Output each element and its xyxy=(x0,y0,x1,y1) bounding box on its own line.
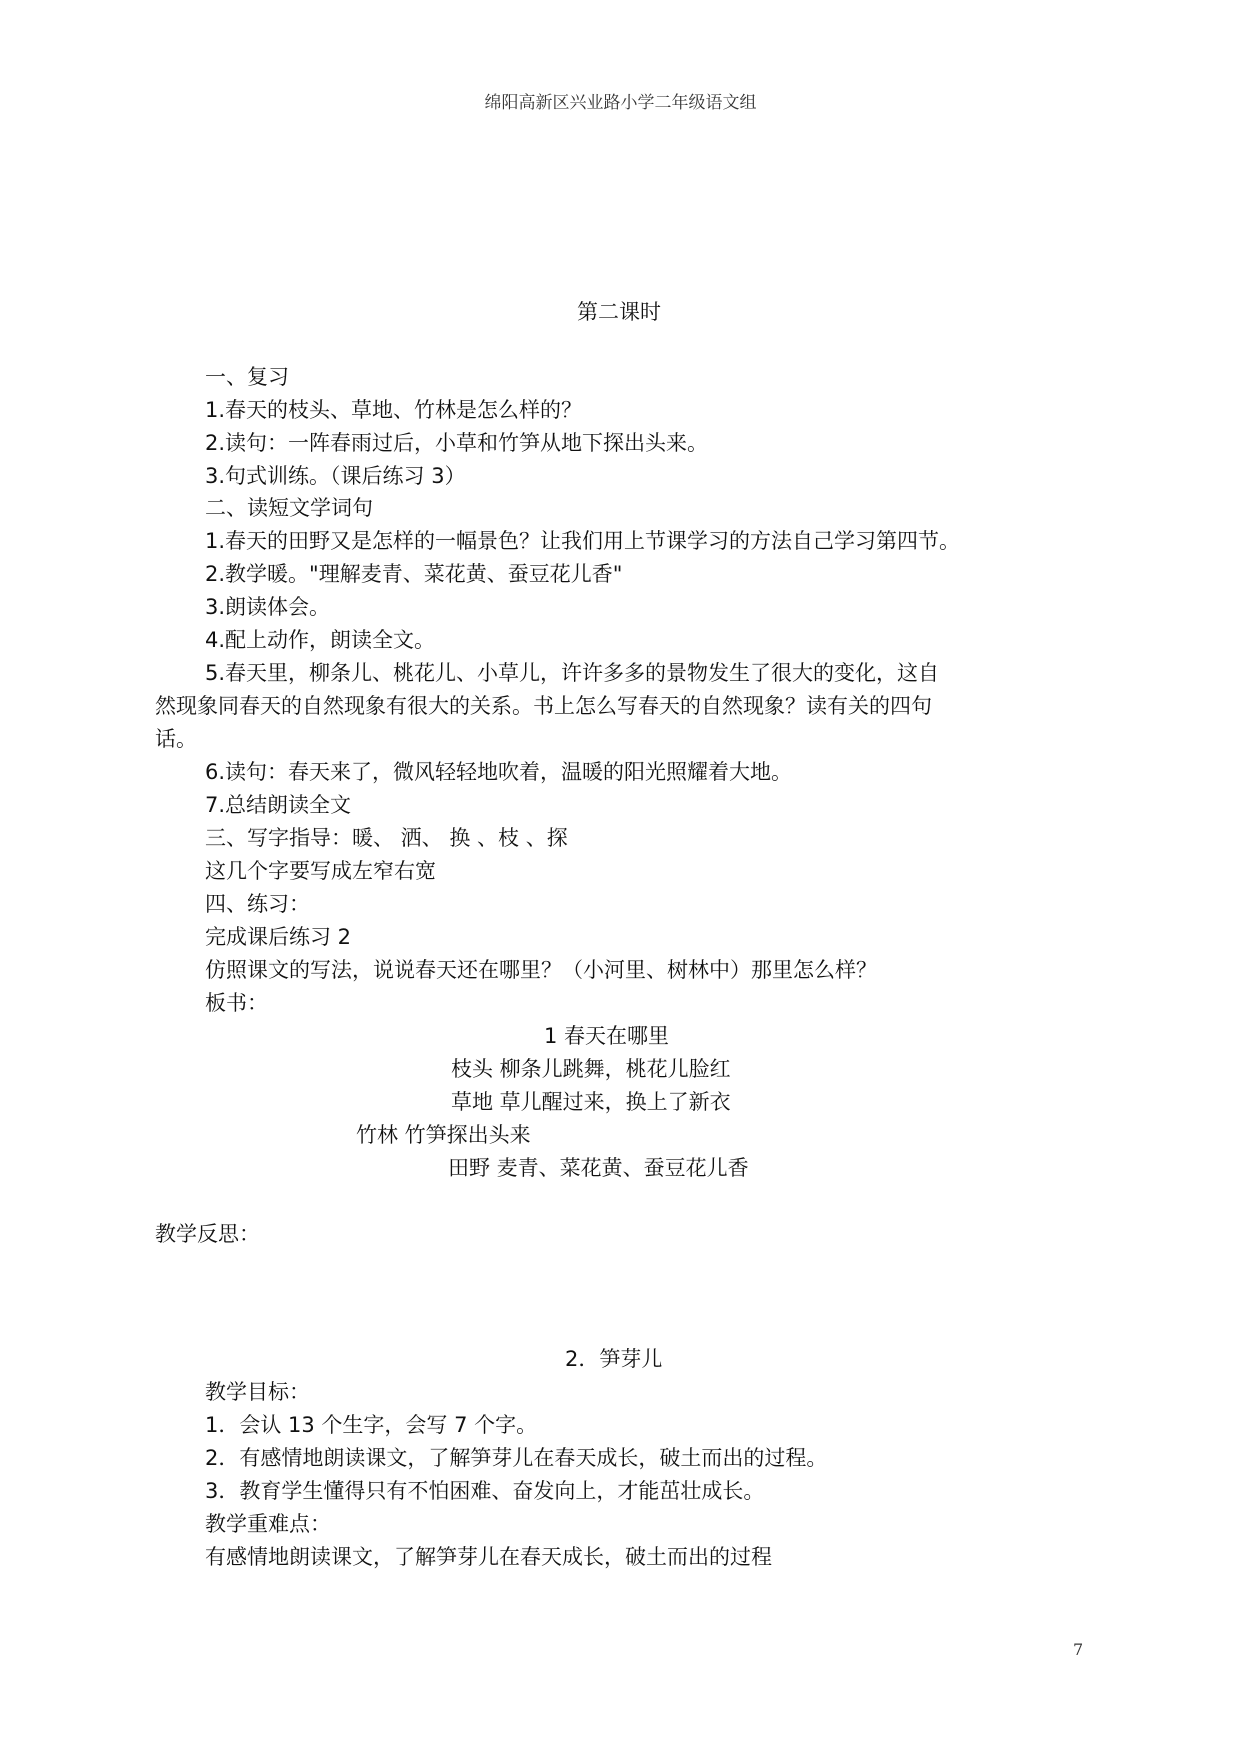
section-heading: 二、读短文学词句 xyxy=(205,496,373,520)
paragraph-line: 然现象同春天的自然现象有很大的关系。书上怎么写春天的自然现象？读有关的四句 xyxy=(155,694,932,718)
page-number: 7 xyxy=(1073,1640,1084,1659)
list-item: 仿照课文的写法，说说春天还在哪里？（小河里、树林中）那里怎么样？ xyxy=(205,958,877,982)
board-line: 田野 麦青、菜花黄、蚕豆花儿香 xyxy=(448,1156,749,1180)
board-line: 枝头 柳条儿跳舞，桃花儿脸红 xyxy=(451,1057,731,1081)
page-header: 绵阳高新区兴业路小学二年级语文组 xyxy=(484,93,757,113)
paragraph-line: 话。 xyxy=(155,727,197,751)
list-item: 1.春天的田野又是怎样的一幅景色？让我们用上节课学习的方法自己学习第四节。 xyxy=(205,529,961,553)
list-item: 3．教育学生懂得只有不怕困难、奋发向上，才能茁壮成长。 xyxy=(205,1479,765,1503)
reflection-label: 教学反思： xyxy=(155,1222,260,1246)
list-item: 1．会认 13 个生字，会写 7 个字。 xyxy=(205,1413,538,1437)
board-line: 竹林 竹笋探出头来 xyxy=(356,1123,531,1147)
list-item: 4.配上动作，朗读全文。 xyxy=(205,628,436,652)
list-item: 7.总结朗读全文 xyxy=(205,793,352,817)
list-item: 完成课后练习 2 xyxy=(205,925,352,949)
board-line: 草地 草儿醒过来，换上了新衣 xyxy=(451,1090,731,1114)
list-item: 2.教学暖。"理解麦青、菜花黄、蚕豆花儿香" xyxy=(205,562,623,586)
section-heading: 教学目标： xyxy=(205,1380,310,1404)
section-heading: 一、复习 xyxy=(205,365,289,389)
paragraph-line: 这几个字要写成左窄右宽 xyxy=(205,859,436,883)
list-item: 2.读句：一阵春雨过后，小草和竹笋从地下探出头来。 xyxy=(205,431,709,455)
section-heading: 四、练习： xyxy=(205,892,310,916)
section-heading: 三、写字指导：暖、 洒、 换 、枝 、探 xyxy=(205,826,568,850)
list-item: 6.读句：春天来了，微风轻轻地吹着，温暖的阳光照耀着大地。 xyxy=(205,760,793,784)
list-item: 3.朗读体会。 xyxy=(205,595,331,619)
section-heading: 教学重难点： xyxy=(205,1512,331,1536)
list-item: 3.句式训练。（课后练习 3） xyxy=(205,464,466,488)
list-item: 1.春天的枝头、草地、竹林是怎么样的？ xyxy=(205,398,583,422)
paragraph-line: 有感情地朗读课文，了解笋芽儿在春天成长，破土而出的过程 xyxy=(205,1545,772,1569)
paragraph-line: 5.春天里，柳条儿、桃花儿、小草儿，许许多多的景物发生了很大的变化，这自 xyxy=(205,661,940,685)
board-title: 1 春天在哪里 xyxy=(544,1024,670,1048)
next-lesson-title: 2．笋芽儿 xyxy=(565,1347,663,1371)
lesson-title: 第二课时 xyxy=(577,300,661,324)
board-label: 板书： xyxy=(205,991,268,1015)
list-item: 2．有感情地朗读课文，了解笋芽儿在春天成长，破土而出的过程。 xyxy=(205,1446,828,1470)
